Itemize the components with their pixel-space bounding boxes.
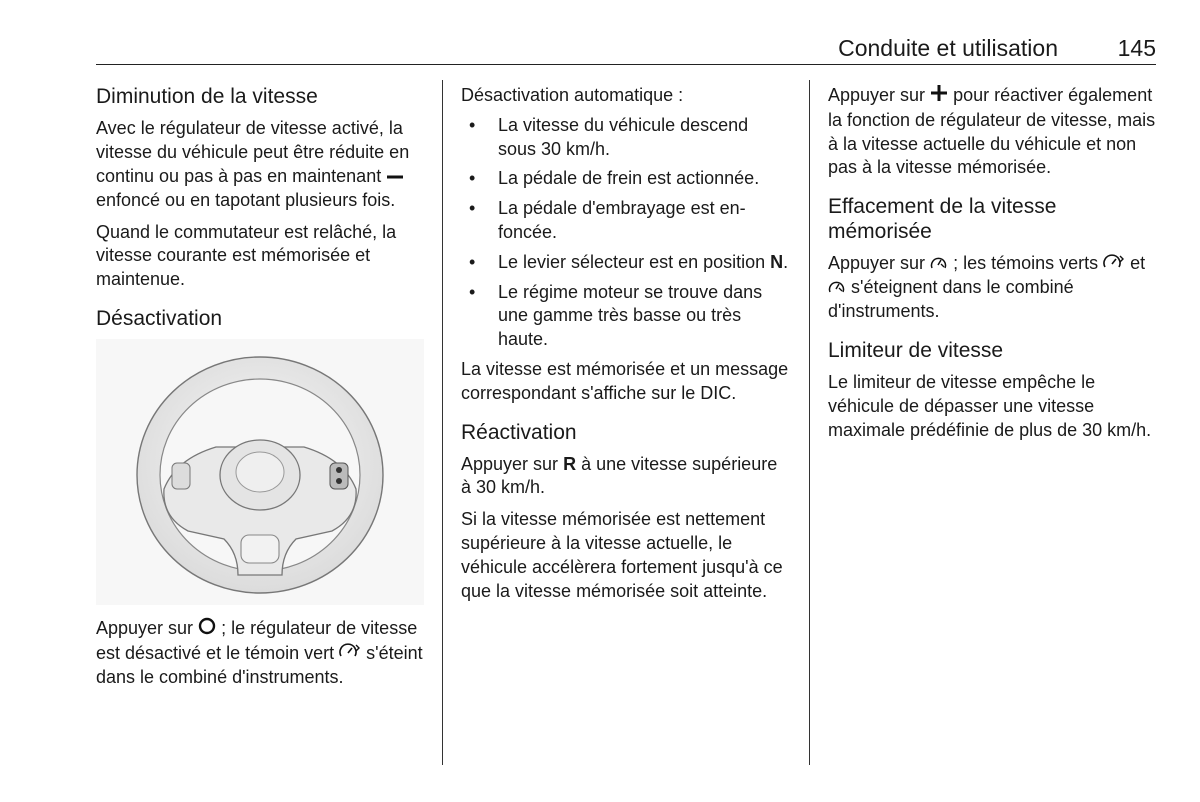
heading-erase-speed: Effacement de la vitesse mémorisée	[828, 195, 1057, 244]
paragraph-limiter: Le limiteur de vitesse empêche le véhicule de dépasser une vitesse maximale prédéfinie de plus de 30 km/h.	[828, 372, 1152, 440]
heading-deactivation: Désactivation	[96, 306, 223, 330]
off-circle-button-icon	[198, 617, 216, 642]
list-item: • La pédale de frein est actionnée.	[461, 167, 791, 191]
paragraph-plus: Appuyer sur pour réactiver également la fonction de régulateur de vitesse, mais à la vitesse actuelle du véhicule et non pas à la vitesse mémorisée.	[828, 85, 1156, 178]
cruise-control-indicator-icon	[339, 642, 361, 666]
minus-button-icon	[386, 165, 404, 189]
heading-speed-decrease: Diminution de la vitesse	[96, 85, 318, 108]
deactivation-list	[461, 114, 791, 352]
paragraph-stored: La vitesse est mémorisée et un message correspondant s'affiche sur le DIC.	[461, 358, 789, 403]
steering-wheel-icon	[96, 339, 424, 605]
paragraph-off: Appuyer sur ; le régulateur de vitesse est désactivé et le témoin vert s'éteint dans le combiné d'instruments.	[96, 618, 423, 687]
page-header	[96, 33, 1156, 65]
paragraph-r-button: Appuyer sur R à une vitesse supérieure à 30 km/h.	[461, 453, 778, 498]
column-divider	[442, 80, 443, 765]
steering-wheel-illustration	[96, 339, 424, 605]
paragraph-decrease: Avec le régulateur de vitesse activé, la vitesse du véhicule peut être réduite en continu ou pas à pas en maintenant enfoncé ou en tapotant plusieurs fois.	[96, 118, 410, 210]
erase-speed-indicator-icon	[828, 277, 846, 301]
heading-speed-limiter: Limiteur de vitesse	[828, 339, 1004, 363]
intro-auto-deactivation: Désactivation automatique :	[461, 85, 684, 105]
erase-speed-button-icon	[930, 253, 948, 277]
list-item: • La pédale d'embrayage est enfoncée.	[461, 197, 791, 245]
cruise-control-indicator-icon	[1103, 253, 1125, 277]
column-left	[96, 84, 426, 698]
column-right	[828, 84, 1158, 451]
heading-reactivation: Réactivation	[461, 420, 577, 444]
paragraph-erase: Appuyer sur ; les témoins verts et s'éteignent dans le combiné d'instruments.	[828, 253, 1146, 322]
column-middle	[461, 84, 791, 611]
section-title: Conduite et utilisation	[838, 35, 1058, 61]
page-number: 145	[1117, 35, 1156, 61]
paragraph-released: Quand le commutateur est relâché, la vitesse courante est mémorisée et maintenue.	[96, 221, 397, 290]
list-item: • La vitesse du véhicule descend sous 30 km/h.	[461, 114, 791, 162]
list-item: • Le régime moteur se trouve dans une gamme très basse ou très haute.	[461, 281, 791, 352]
column-divider	[809, 80, 810, 765]
plus-button-icon	[930, 84, 948, 109]
list-item: • Le levier sélecteur est en position N.	[461, 251, 791, 275]
paragraph-acceleration: Si la vitesse mémorisée est nettement supérieure à la vitesse actuelle, le véhicule accélèrera fortement jusqu'à ce que la vitesse mémorisée soit atteinte.	[461, 509, 783, 601]
r-button-label: R	[563, 453, 577, 474]
